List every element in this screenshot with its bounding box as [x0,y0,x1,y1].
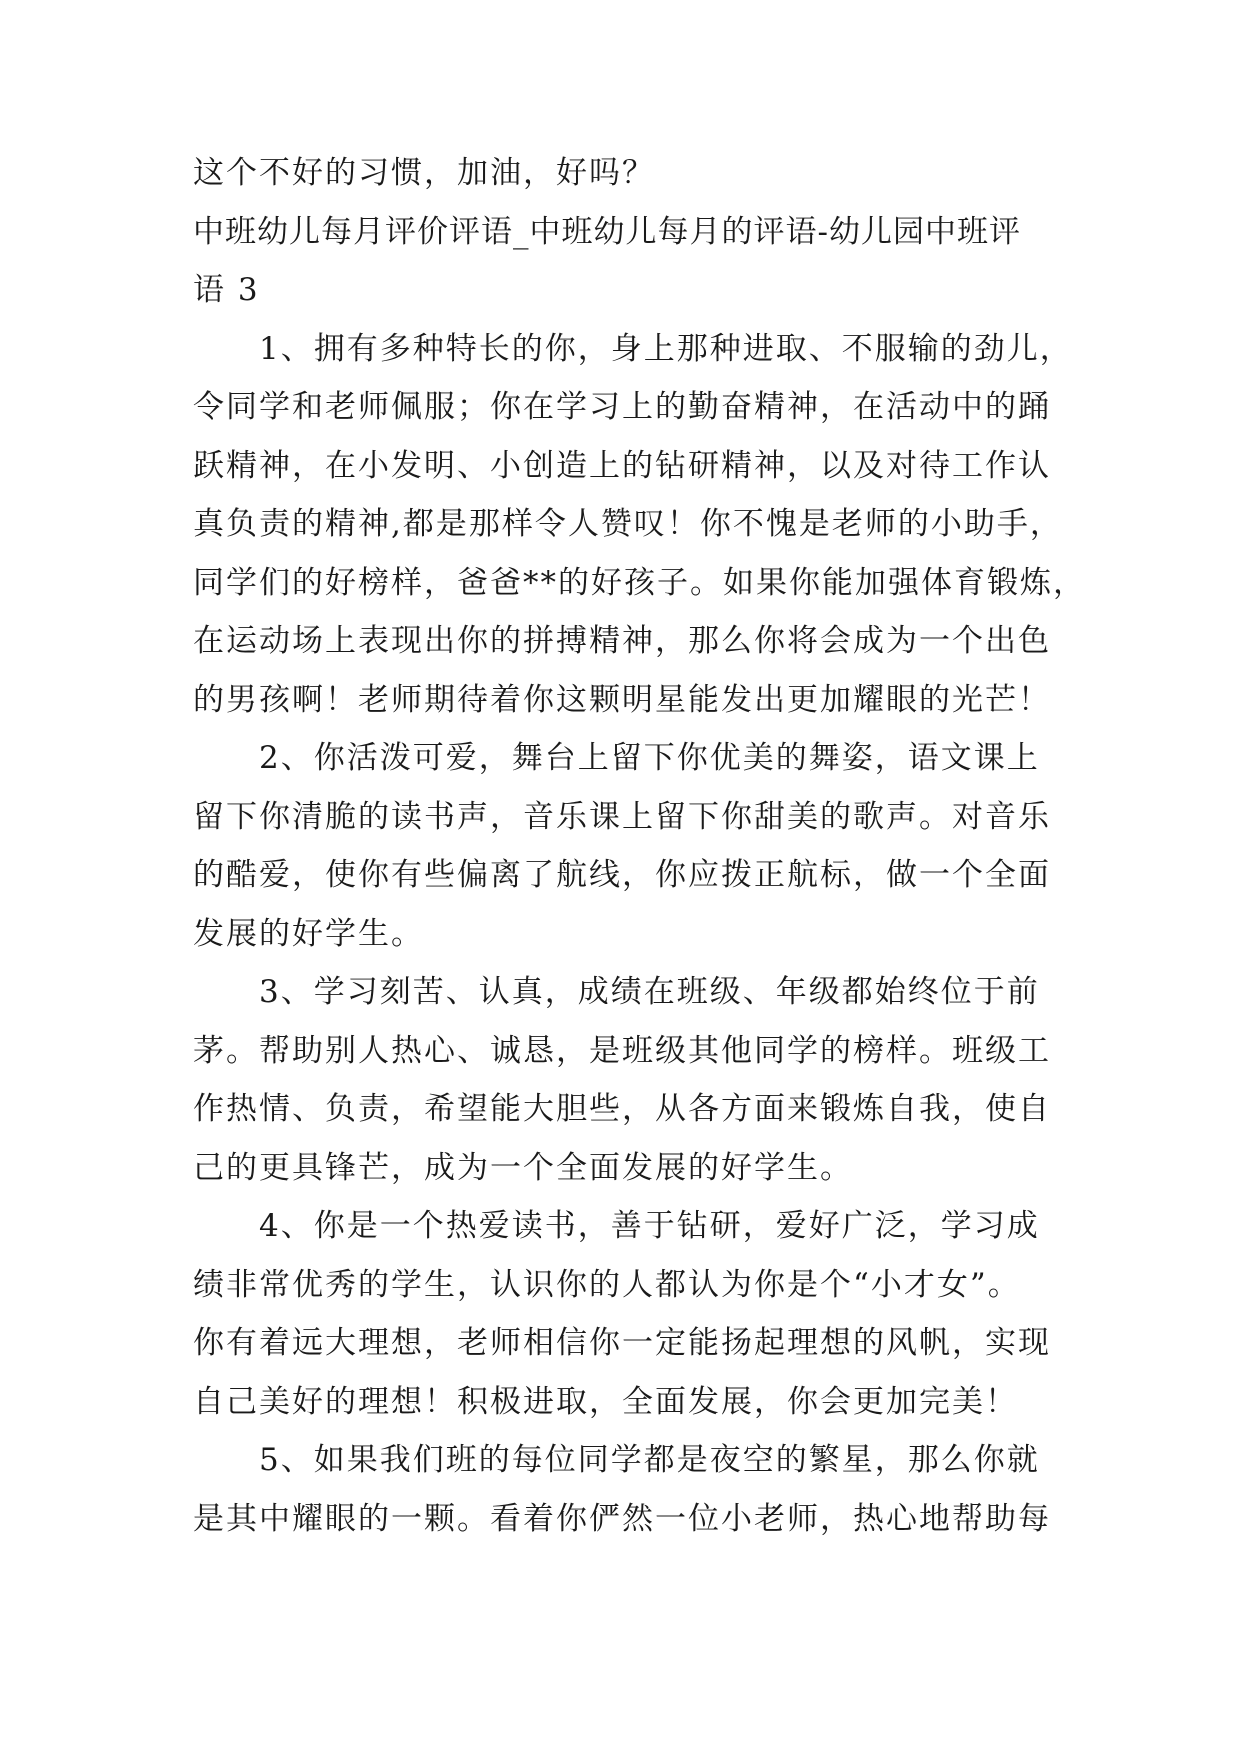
paragraph-line: 茅。帮助别人热心、诚恳，是班级其他同学的榜样。班级工 [193,1032,1051,1069]
paragraph-1 [193,330,1086,741]
paragraph-line: 是其中耀眼的一颗。看着你俨然一位小老师，热心地帮助每 [193,1500,1051,1537]
paragraph-line: 在运动场上表现出你的拼搏精神，那么你将会成为一个出色 [193,623,1051,659]
paragraph-2 [193,740,1055,974]
paragraph-4 [193,1208,1055,1442]
paragraph-line: 真负责的精神,都是那样令人赞叹！你不愧是老师的小助手， [193,506,1063,542]
paragraph-line: 同学们的好榜样，爸爸**的好孩子。如果你能加强体育锻炼， [193,564,1086,601]
paragraph-line: 2、你活泼可爱，舞台上留下你优美的舞姿，语文课上 [193,740,1040,776]
opening-line: 这个不好的习惯，加油，好吗？ [193,155,655,191]
paragraph-line: 的男孩啊！老师期待着你这颗明星能发出更加耀眼的光芒！ [193,681,1051,718]
paragraph-line: 3、学习刻苦、认真，成绩在班级、年级都始终位于前 [193,974,1040,1010]
paragraph-line: 你有着远大理想，老师相信你一定能扬起理想的风帆，实现 [193,1325,1051,1361]
heading-line-1: 中班幼儿每月评价评语_中班幼儿每月的评语-幼儿园中班评 [193,213,1021,250]
paragraph-line: 留下你清脆的读书声，音乐课上留下你甜美的歌声。对音乐 [193,798,1051,835]
paragraph-line: 跃精神，在小发明、小创造上的钻研精神，以及对待工作认 [193,447,1051,484]
paragraph-5 [193,1442,1055,1559]
paragraph-3 [193,974,1055,1208]
paragraph-line: 令同学和老师佩服；你在学习上的勤奋精神，在活动中的踊 [193,389,1051,425]
paragraph-line: 的酷爱，使你有些偏离了航线，你应拨正航标，做一个全面 [193,857,1051,893]
paragraph-line: 作热情、负责，希望能大胆些，从各方面来锻炼自我，使自 [193,1091,1051,1127]
paragraph-line: 发展的好学生。 [193,915,424,952]
document-body [193,155,1086,1559]
heading-line-2: 语 3 [193,272,260,308]
paragraph-line: 自己美好的理想！积极进取，全面发展，你会更加完美！ [193,1383,1018,1420]
paragraph-line: 4、你是一个热爱读书，善于钻研，爱好广泛，学习成 [193,1208,1040,1244]
paragraph-line: 5、如果我们班的每位同学都是夜空的繁星，那么你就 [193,1442,1040,1478]
paragraph-line: 绩非常优秀的学生，认识你的人都认为你是个“小才女”。 [193,1266,1021,1303]
paragraph-line: 己的更具锋芒，成为一个全面发展的好学生。 [193,1149,853,1186]
paragraph-line: 1、拥有多种特长的你，身上那种进取、不服输的劲儿， [193,330,1073,367]
